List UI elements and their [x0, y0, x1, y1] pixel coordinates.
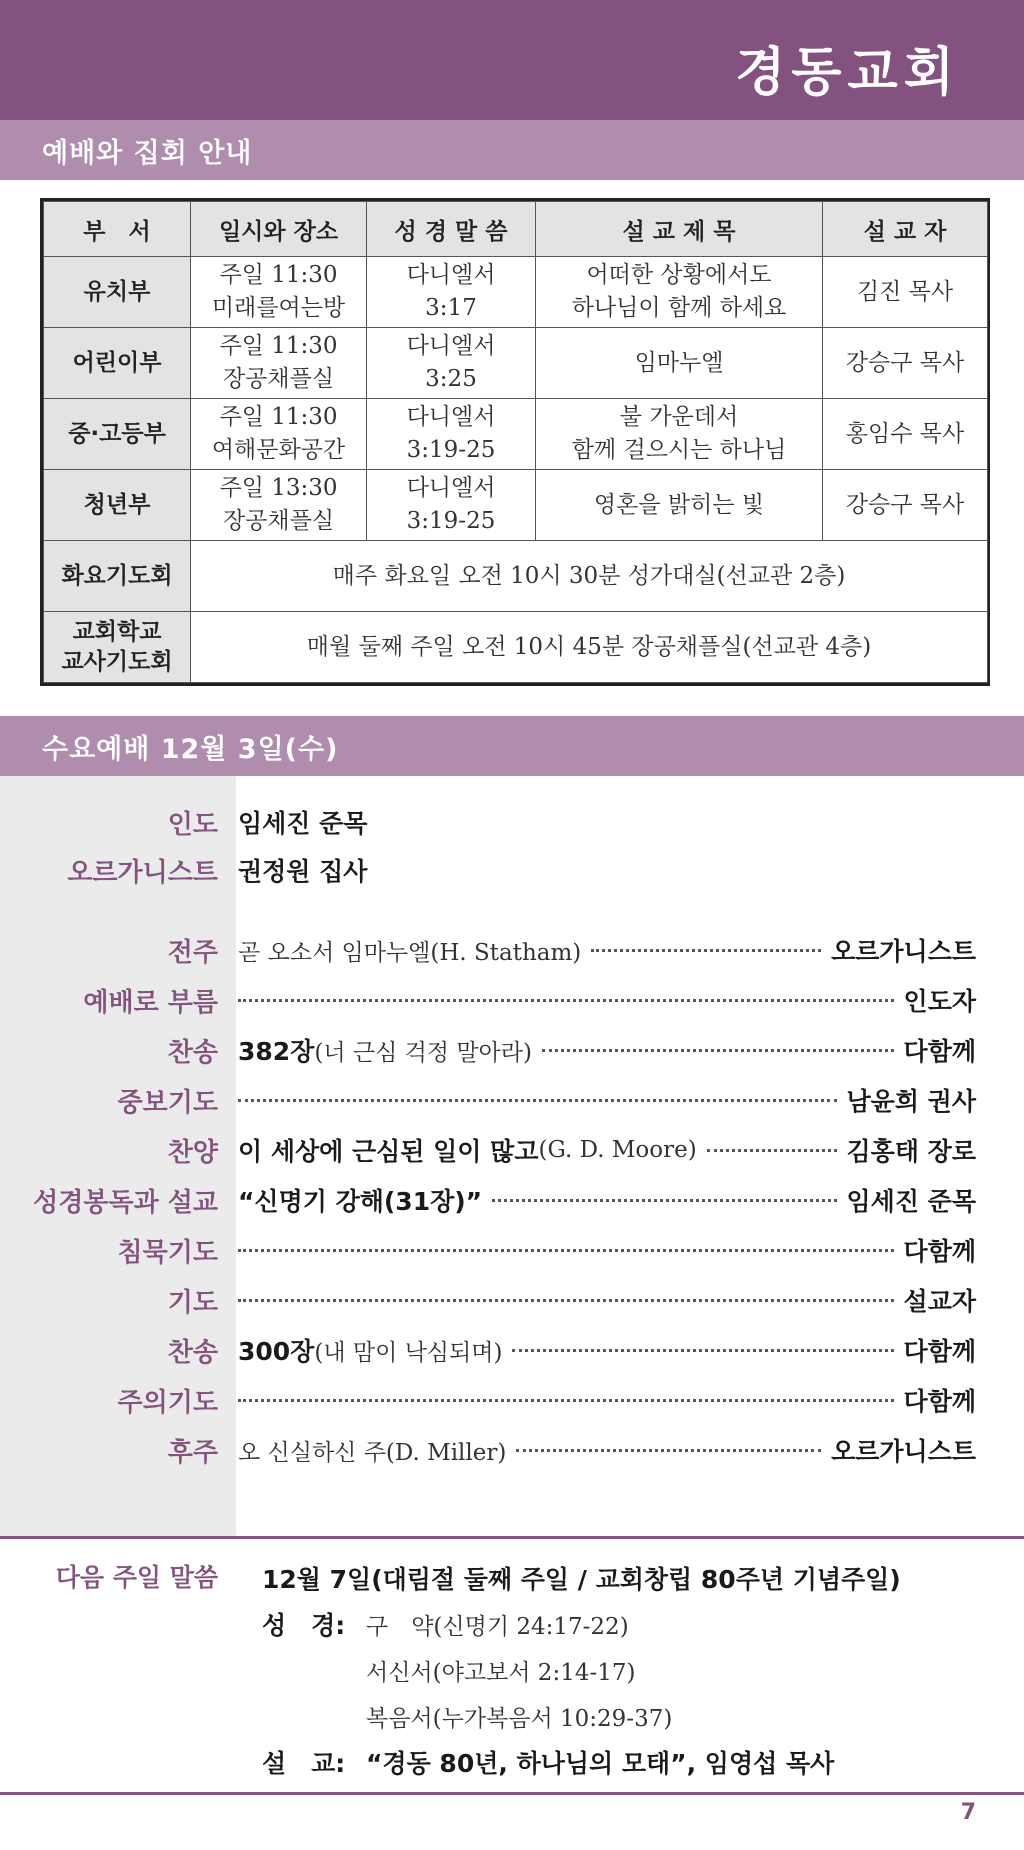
bible-cell [367, 470, 536, 541]
table-row [44, 399, 988, 470]
next-sunday-heading-line [262, 1555, 1002, 1601]
reading-line [262, 1601, 1002, 1647]
hymn-title: (내 맘이 낙심되며) [314, 1339, 503, 1366]
bible-cell [367, 399, 536, 470]
schedule-section-title: 예배와 집회 안내 [0, 120, 1024, 180]
order-person: 임세진 준목 [846, 1187, 976, 1216]
order-label: 성경봉독과 설교 [33, 1187, 218, 1218]
dept-cell: 어린이부 [44, 328, 191, 399]
dotted-leader [238, 999, 894, 1002]
preacher-cell: 김진 목사 [823, 257, 988, 328]
next-sunday-heading: 12월 7일(대림절 둘째 주일 / 교회창립 80주년 기념주일) [262, 1565, 901, 1594]
meeting-name-cell [44, 612, 191, 683]
order-label: 찬양 [167, 1137, 218, 1168]
order-row-call [0, 980, 1024, 1020]
sermon-label: 설 교: [262, 1749, 346, 1778]
order-label: 주의기도 [117, 1387, 218, 1418]
sermon-line [262, 1739, 1002, 1785]
dotted-leader [707, 1149, 837, 1152]
column-header-bible: 성 경 말 씀 [367, 202, 536, 257]
dotted-leader [542, 1049, 894, 1052]
time-text: 주일 11:30 [219, 333, 338, 359]
leader-row [0, 802, 1024, 842]
dotted-leader [512, 1349, 893, 1352]
sermon-title-cell: 임마누엘 [536, 328, 823, 399]
sermon-title: “신명기 강해(31장)” [238, 1187, 483, 1216]
time-place-cell [191, 328, 367, 399]
bible-verse: 3:19-25 [406, 508, 496, 534]
bible-verse: 3:19-25 [406, 437, 496, 463]
time-text: 주일 11:30 [219, 262, 338, 288]
order-detail: 곧 오소서 임마누엘(H. Statham) [238, 939, 582, 966]
meeting-name-line: 교사기도회 [61, 649, 173, 675]
meeting-name-cell: 화요기도회 [44, 541, 191, 612]
column-header-preacher: 설 교 자 [823, 202, 988, 257]
meeting-info-cell: 매월 둘째 주일 오전 10시 45분 장공채플실(선교관 4층) [191, 612, 988, 683]
order-person: 다함께 [903, 1337, 976, 1366]
sermon-title-cell [536, 399, 823, 470]
order-label: 예배로 부름 [83, 987, 218, 1018]
order-person: 설교자 [903, 1287, 976, 1316]
table-row [44, 470, 988, 541]
column-header-dept: 부 서 [44, 202, 191, 257]
leader-name: 임세진 준목 [238, 809, 368, 838]
dotted-leader [238, 1299, 894, 1302]
organist-name: 권정원 집사 [238, 857, 368, 886]
order-label: 찬송 [167, 1037, 218, 1068]
church-name: 경동교회 [735, 42, 960, 103]
sermon-title-cell: 영혼을 밝히는 빛 [536, 470, 823, 541]
organist-row [0, 850, 1024, 890]
order-label: 전주 [167, 937, 218, 968]
meeting-name-line: 교회학교 [72, 619, 162, 645]
order-person: 다함께 [903, 1237, 976, 1266]
hymn-number: 382장 [238, 1037, 315, 1066]
leader-label: 인도 [167, 809, 218, 840]
order-label: 기도 [167, 1287, 218, 1318]
anthem-composer: (G. D. Moore) [538, 1137, 697, 1163]
next-sunday-block [262, 1555, 1002, 1785]
place-text: 여해문화공간 [211, 437, 346, 463]
organist-label: 오르가니스트 [67, 857, 218, 888]
order-person: 다함께 [903, 1387, 976, 1416]
sermon-title-line: 불 가운데서 [619, 404, 739, 430]
page-number: 7 [960, 1800, 976, 1825]
next-sermon-title: “경동 80년, 하나님의 모태”, 임영섭 목사 [366, 1749, 835, 1778]
order-detail: 오 신실하신 주(D. Miller) [238, 1439, 507, 1466]
meeting-info-cell: 매주 화요일 오전 10시 30분 성가대실(선교관 2층) [191, 541, 988, 612]
bible-verse: 3:17 [425, 295, 477, 321]
schedule-table [40, 198, 990, 686]
schedule-header-row [44, 202, 988, 257]
order-label: 침묵기도 [117, 1237, 218, 1268]
order-person: 인도자 [903, 987, 976, 1016]
reading-old-testament: 구 약(신명기 24:17-22) [366, 1613, 629, 1640]
bible-book: 다니엘서 [406, 404, 496, 430]
bible-label: 성 경: [262, 1611, 346, 1640]
sermon-title-line: 어떠한 상황에서도 [586, 262, 772, 288]
time-text: 주일 11:30 [219, 404, 338, 430]
dotted-leader [492, 1199, 836, 1202]
dotted-leader [238, 1099, 837, 1102]
sermon-title-cell [536, 257, 823, 328]
reading-epistle: 서신서(야고보서 2:14-17) [366, 1659, 636, 1686]
table-row [44, 257, 988, 328]
order-person: 다함께 [903, 1037, 976, 1066]
wednesday-section-title: 수요예배 12월 3일(수) [0, 716, 1024, 776]
order-person: 김홍태 장로 [846, 1137, 976, 1166]
order-row-intercession [0, 1080, 1024, 1120]
dotted-leader [238, 1249, 894, 1252]
section-divider [0, 1536, 1024, 1539]
dept-cell: 중·고등부 [44, 399, 191, 470]
bible-cell [367, 257, 536, 328]
table-row [44, 541, 988, 612]
hymn-title: (너 근심 걱정 말아라) [314, 1039, 532, 1066]
table-row [44, 612, 988, 683]
order-label: 중보기도 [117, 1087, 218, 1118]
reading-line [262, 1693, 1002, 1739]
hymn-number: 300장 [238, 1337, 315, 1366]
order-row-prayer [0, 1280, 1024, 1320]
dept-cell: 청년부 [44, 470, 191, 541]
order-row-hymn-2 [0, 1330, 1024, 1370]
order-row-postlude [0, 1430, 1024, 1470]
bible-cell [367, 328, 536, 399]
preacher-cell: 강승구 목사 [823, 328, 988, 399]
time-place-cell [191, 470, 367, 541]
bible-book: 다니엘서 [406, 333, 496, 359]
preacher-cell: 홍임수 목사 [823, 399, 988, 470]
order-person: 남윤희 권사 [846, 1087, 976, 1116]
order-person: 오르가니스트 [831, 937, 976, 966]
anthem-title: 이 세상에 근심된 일이 많고 [238, 1137, 539, 1166]
place-text: 미래를여는방 [211, 295, 346, 321]
sermon-title-line: 함께 걸으시는 하나님 [571, 437, 787, 463]
reading-line [262, 1647, 1002, 1693]
order-row-anthem [0, 1130, 1024, 1170]
dotted-leader [591, 949, 821, 952]
bible-book: 다니엘서 [406, 475, 496, 501]
dotted-leader [238, 1399, 894, 1402]
time-place-cell [191, 257, 367, 328]
time-text: 주일 13:30 [219, 475, 338, 501]
dept-cell: 유치부 [44, 257, 191, 328]
order-row-sermon [0, 1180, 1024, 1220]
bible-verse: 3:25 [425, 366, 477, 392]
table-row [44, 328, 988, 399]
place-text: 장공채플실 [222, 508, 335, 534]
order-label: 찬송 [167, 1337, 218, 1368]
time-place-cell [191, 399, 367, 470]
column-header-time-place: 일시와 장소 [191, 202, 367, 257]
order-label: 후주 [167, 1437, 218, 1468]
place-text: 장공채플실 [222, 366, 335, 392]
dotted-leader [516, 1449, 821, 1452]
preacher-cell: 강승구 목사 [823, 470, 988, 541]
order-row-prelude [0, 930, 1024, 970]
order-person: 오르가니스트 [831, 1437, 976, 1466]
order-row-silent-prayer [0, 1230, 1024, 1270]
reading-gospel: 복음서(누가복음서 10:29-37) [366, 1705, 673, 1732]
top-header [0, 0, 1024, 120]
column-header-sermon-title: 설 교 제 목 [536, 202, 823, 257]
sermon-title-line: 하나님이 함께 하세요 [571, 295, 787, 321]
order-row-lords-prayer [0, 1380, 1024, 1420]
order-row-hymn [0, 1030, 1024, 1070]
bible-book: 다니엘서 [406, 262, 496, 288]
next-sunday-label: 다음 주일 말씀 [55, 1563, 218, 1592]
bottom-divider [0, 1792, 1024, 1795]
